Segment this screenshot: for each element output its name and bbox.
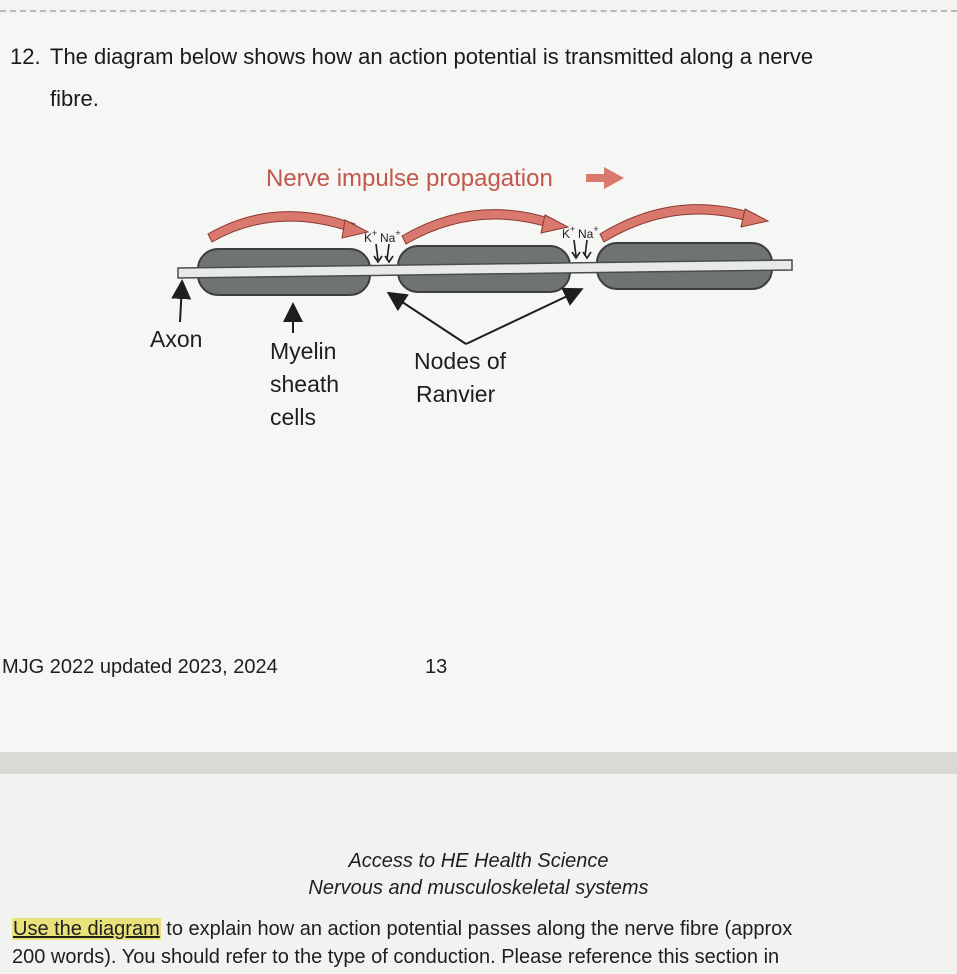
myelin-label-1: Myelin xyxy=(270,338,337,364)
task-line-2: 200 words). You should refer to the type of conduction. Please reference this section in xyxy=(12,946,780,968)
task-line-1-text: to explain how an action potential passes along the nerve fibre (approx xyxy=(160,918,793,940)
course-header-1: Access to HE Health Science xyxy=(348,850,609,872)
question-number: 12. xyxy=(10,44,41,69)
nodes-label-2: Ranvier xyxy=(416,381,496,407)
ion-flow-arrows-node-2 xyxy=(572,240,591,258)
myelin-label-2: sheath xyxy=(270,371,340,397)
axon-pointer xyxy=(180,283,182,322)
node-pointer-right xyxy=(466,290,580,344)
impulse-arrow-1 xyxy=(208,212,368,242)
diagram-title: Nerve impulse propagation xyxy=(266,165,553,192)
ion-label-k-node-1: K+ xyxy=(364,228,378,245)
ion-flow-arrows-node-1 xyxy=(374,244,393,262)
course-header-2: Nervous and musculoskeletal systems xyxy=(308,877,649,899)
task-highlight: Use the diagram xyxy=(13,918,160,940)
page-number: 13 xyxy=(425,656,448,678)
nodes-label-1: Nodes of xyxy=(414,348,507,374)
page-break xyxy=(0,752,957,774)
myelin-label-3: cells xyxy=(270,404,317,430)
next-page xyxy=(0,774,957,974)
question-text-1: The diagram below shows how an action potential is transmitted along a nerve xyxy=(50,44,814,69)
impulse-arrow-2 xyxy=(402,210,568,244)
node-pointer-left xyxy=(390,294,466,344)
impulse-arrow-3 xyxy=(600,205,768,242)
ion-labels xyxy=(364,224,599,245)
question-text-2: fibre. xyxy=(50,86,99,111)
title-arrow-icon xyxy=(586,167,624,189)
ion-label-k-node-2: K+ xyxy=(562,224,576,241)
ion-label-na-node-1: Na+ xyxy=(380,228,401,245)
axon-label: Axon xyxy=(150,326,203,352)
ion-label-na-node-2: Na+ xyxy=(578,224,599,241)
task-line-1 xyxy=(12,918,792,941)
footer-text: MJG 2022 updated 2023, 2024 xyxy=(2,656,278,678)
